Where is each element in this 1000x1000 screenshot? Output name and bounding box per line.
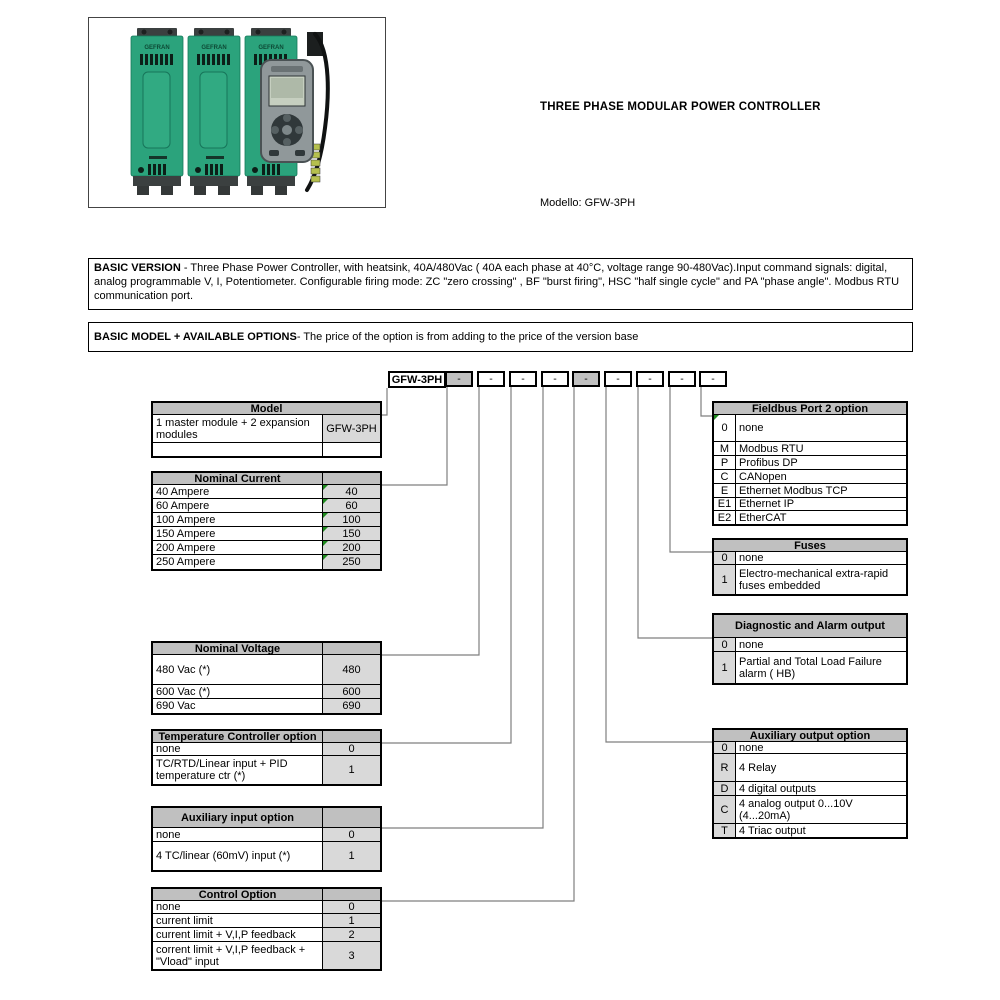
table-header-row — [153, 889, 380, 901]
table-row — [714, 824, 906, 837]
table-row — [714, 484, 906, 498]
table-header: Control Option — [153, 889, 323, 900]
brand-text: GEFRAN — [144, 45, 170, 51]
order-dash-box-2: - — [477, 371, 505, 387]
cell-desc: Ethernet IP — [739, 498, 795, 510]
cell-code: 1 — [323, 842, 380, 870]
table-row — [714, 552, 906, 565]
cell-code: E1 — [714, 498, 736, 510]
cell-code-text: 150 — [342, 527, 361, 540]
cell-desc: none — [739, 638, 764, 651]
cell-code: E — [714, 484, 736, 497]
table-row — [714, 652, 906, 683]
table-header-row — [153, 808, 380, 828]
cell-code: 1 — [323, 914, 380, 927]
cell-desc: none — [739, 552, 764, 564]
table-row — [153, 555, 380, 569]
cell-code — [323, 541, 380, 554]
table-row — [153, 415, 380, 443]
cell-code: 0 — [714, 742, 736, 753]
basic-model-box — [88, 322, 913, 352]
cell-code: 0 — [323, 743, 380, 755]
model-subtitle: Modello: GFW-3PH — [540, 197, 636, 209]
table-row — [153, 541, 380, 555]
page-title: THREE PHASE MODULAR POWER CONTROLLER — [540, 101, 821, 113]
cell-desc: 4 analog output 0...10V (4...20mA) — [739, 797, 853, 822]
table-row — [153, 499, 380, 513]
order-dash-box-7: - — [636, 371, 664, 387]
cell-desc: CANopen — [739, 470, 787, 483]
cell-desc: 4 Triac output — [739, 824, 806, 837]
cell-code: C — [714, 470, 736, 483]
basic-model-label: BASIC MODEL + AVAILABLE OPTIONS — [94, 331, 297, 343]
cell-desc: Partial and Total Load Failure alarm ( HB) — [739, 655, 882, 680]
cell-code-text: 100 — [342, 513, 361, 526]
table-row — [153, 901, 380, 914]
cell-desc: 250 Ampere — [153, 555, 323, 569]
table-row — [714, 498, 906, 511]
table-row — [714, 754, 906, 782]
table-header-row — [153, 731, 380, 743]
cell-desc: none — [153, 743, 323, 755]
table-row — [714, 470, 906, 484]
order-dash-box-4: - — [541, 371, 569, 387]
basic-version-text: - Three Phase Power Controller, with heatsink, 40A/480Vac ( 40A each phase at 40°C, voltage range 90-480Vac).Input command signals: digital, analog programmable V, I, Potentiometer. Configurable firing mode: ZC "zero crossing" , BF "burst firing", HSC "half single cycle" and PA "phase angle". Modbus RTU communication port. — [94, 262, 900, 302]
cell-desc: none — [153, 901, 323, 913]
basic-model-text: - The price of the option is from adding to the price of the version base — [296, 331, 639, 343]
cell-code-text: 40 — [345, 485, 358, 498]
note-marker-icon — [323, 541, 328, 546]
note-marker-icon — [323, 499, 328, 504]
cell-desc: corrent limit + V,I,P feedback + "Vload" input — [153, 942, 323, 969]
table-header: Diagnostic and Alarm output — [714, 615, 906, 638]
table-control-option — [151, 887, 382, 971]
basic-version-label: BASIC VERSION — [94, 262, 181, 274]
table-model — [151, 401, 382, 458]
cell-code: 3 — [323, 942, 380, 969]
cell-code: 0 — [323, 901, 380, 913]
order-dash-box-5: - — [572, 371, 600, 387]
table-row — [153, 513, 380, 527]
cell-code — [323, 443, 380, 456]
table-header-row — [153, 643, 380, 655]
cell-code-text: 200 — [342, 541, 361, 554]
table-row — [153, 842, 380, 870]
cell-desc: TC/RTD/Linear input + PID temperature ctr (*) — [153, 756, 323, 784]
table-header: Auxiliary input option — [153, 808, 323, 827]
cell-code: M — [714, 442, 736, 455]
cell-header-blank — [323, 889, 380, 900]
cell-header-blank — [323, 473, 380, 484]
table-nominal-voltage — [151, 641, 382, 715]
table-diagnostic-alarm — [712, 613, 908, 685]
table-header: Auxiliary output option — [714, 730, 906, 742]
cell-code: 1 — [323, 756, 380, 784]
table-row — [153, 485, 380, 499]
table-header: Fuses — [714, 540, 906, 552]
cell-code — [323, 555, 380, 569]
cell-code: C — [714, 796, 736, 823]
table-row — [153, 443, 380, 456]
table-row — [153, 743, 380, 756]
table-header: Nominal Current — [153, 473, 323, 484]
order-dash-box-8: - — [668, 371, 696, 387]
cell-desc: none — [739, 741, 764, 754]
brand-text: GEFRAN — [201, 45, 227, 51]
cell-code: T — [714, 824, 736, 837]
table-header-row — [153, 473, 380, 485]
cell-desc: current limit + V,I,P feedback — [153, 928, 323, 941]
cell-desc: 60 Ampere — [153, 499, 323, 512]
table-row — [153, 685, 380, 699]
cell-code: P — [714, 456, 736, 469]
cell-header-blank — [323, 643, 380, 654]
cell-code: 1 — [714, 565, 736, 594]
cell-desc: 480 Vac (*) — [153, 655, 323, 684]
cell-desc: 600 Vac (*) — [153, 685, 323, 698]
table-header: Model — [153, 403, 380, 415]
table-row — [714, 442, 906, 456]
order-dash-box-1: - — [445, 371, 473, 387]
table-row — [714, 782, 906, 796]
table-row — [714, 796, 906, 824]
cell-desc: none — [739, 422, 764, 434]
cell-desc: 4 TC/linear (60mV) input (*) — [153, 842, 323, 870]
cell-code — [323, 513, 380, 526]
table-auxiliary-output — [712, 728, 908, 839]
table-row — [153, 756, 380, 784]
cell-desc: Electro-mechanical extra-rapid fuses embedded — [739, 567, 889, 592]
note-marker-icon — [323, 485, 328, 490]
table-row — [714, 415, 906, 442]
cell-desc: 690 Vac — [153, 699, 323, 713]
table-row — [714, 456, 906, 470]
product-photo — [89, 18, 384, 206]
order-code-model-box: GFW-3PH — [388, 371, 446, 388]
cell-header-blank — [323, 808, 380, 827]
table-header: Fieldbus Port 2 option — [714, 403, 906, 415]
cell-code — [323, 485, 380, 498]
cell-code-text: 60 — [345, 499, 358, 512]
table-row — [714, 742, 906, 754]
table-row — [153, 655, 380, 685]
note-marker-icon — [323, 555, 328, 560]
cell-code: D — [714, 782, 736, 795]
note-marker-icon — [714, 415, 719, 420]
table-fuses — [712, 538, 908, 596]
cell-code: 600 — [323, 685, 380, 698]
cell-code: 0 — [714, 552, 736, 564]
cell-code: R — [714, 754, 736, 781]
basic-version-box — [88, 258, 913, 310]
cell-code: GFW-3PH — [323, 415, 380, 442]
cell-desc: 100 Ampere — [153, 513, 323, 526]
order-dash-box-6: - — [604, 371, 632, 387]
table-row — [153, 699, 380, 713]
table-row — [153, 828, 380, 842]
table-temperature-controller — [151, 729, 382, 786]
table-row — [714, 638, 906, 652]
cell-desc: 200 Ampere — [153, 541, 323, 554]
order-dash-box-9: - — [699, 371, 727, 387]
cell-code: 480 — [323, 655, 380, 684]
table-header: Temperature Controller option — [153, 731, 323, 742]
table-row — [153, 928, 380, 942]
table-header: Nominal Voltage — [153, 643, 323, 654]
table-fieldbus-port2 — [712, 401, 908, 526]
cell-header-blank — [323, 731, 380, 742]
table-row — [153, 527, 380, 541]
cell-code: 1 — [714, 652, 736, 683]
cell-desc: 40 Ampere — [153, 485, 323, 498]
cell-desc: 4 digital outputs — [739, 782, 817, 795]
cell-code: 690 — [323, 699, 380, 713]
cell-code-text: 0 — [721, 422, 728, 434]
cell-desc: Profibus DP — [739, 456, 798, 469]
note-marker-icon — [323, 513, 328, 518]
cell-desc: none — [153, 828, 323, 841]
order-dash-box-3: - — [509, 371, 537, 387]
table-auxiliary-input — [151, 806, 382, 872]
table-row — [714, 511, 906, 524]
cell-code: 2 — [323, 928, 380, 941]
cell-desc: Ethernet Modbus TCP — [739, 484, 848, 497]
cell-code — [323, 499, 380, 512]
cell-desc — [153, 443, 323, 456]
cell-desc: EtherCAT — [739, 511, 787, 524]
cell-code — [714, 415, 736, 441]
table-nominal-current — [151, 471, 382, 571]
product-image-frame — [88, 17, 386, 208]
table-row — [153, 942, 380, 969]
cell-code: 0 — [714, 638, 736, 651]
table-row — [714, 565, 906, 594]
table-row — [153, 914, 380, 928]
cell-code — [323, 527, 380, 540]
cell-desc: 150 Ampere — [153, 527, 323, 540]
cell-code: 0 — [323, 828, 380, 841]
cell-desc: 1 master module + 2 expansion modules — [153, 415, 323, 442]
cell-code-text: 250 — [342, 556, 361, 568]
cell-code: E2 — [714, 511, 736, 524]
cell-desc: Modbus RTU — [739, 442, 804, 455]
cell-desc: current limit — [153, 914, 323, 927]
cell-desc: 4 Relay — [739, 761, 777, 774]
note-marker-icon — [323, 527, 328, 532]
brand-text: GEFRAN — [258, 45, 284, 51]
